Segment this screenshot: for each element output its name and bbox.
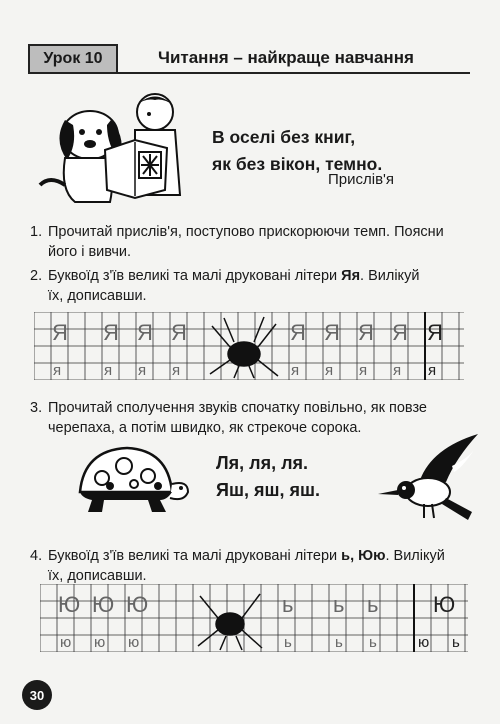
task-4: [30, 546, 475, 586]
grid1-lower-1: я: [53, 362, 62, 379]
grid2-soft-lower-2: ь: [335, 634, 343, 651]
proverb-source: Прислів'я: [328, 171, 395, 188]
task-2-line-1a: Буквоїд з'їв великі та малі друковані літери: [48, 268, 342, 284]
grid2-soft-lower-1: ь: [284, 634, 292, 651]
magpie-illustration: [372, 428, 482, 528]
task-3-line-2: черепаха, а потім швидко, як стрекоче сорока.: [48, 420, 362, 436]
page-number: 30: [22, 680, 52, 710]
lesson-badge: Урок 10: [28, 44, 118, 74]
grid2-lower-4: ю: [418, 634, 430, 651]
grid1-lower-8: я: [393, 362, 402, 379]
turtle-illustration: [72, 440, 190, 518]
task-1: [30, 222, 475, 262]
grid2-soft-upper-3: ь: [367, 592, 379, 617]
task-4-line-2: їх, дописавши.: [48, 568, 147, 584]
grid2-lower-1: ю: [60, 634, 72, 651]
syllables-line-1: Ля, ля, ля.: [216, 453, 309, 473]
grid1-lower-9: я: [428, 362, 437, 379]
grid1-upper-5: Я: [290, 320, 306, 345]
grid1-upper-7: Я: [358, 320, 374, 345]
grid2-lower-2: ю: [94, 634, 106, 651]
proverb-line-2: як без вікон, темно.: [212, 154, 383, 174]
grid1-upper-2: Я: [103, 320, 119, 345]
grid2-soft-upper-2: ь: [333, 592, 345, 617]
letter-grid-1[interactable]: [34, 312, 464, 380]
grid2-upper-3: Ю: [126, 592, 149, 617]
task-4-number: 4.: [30, 548, 43, 564]
task-3-line-1: Прочитай сполучення звуків спочатку повільно, як повзе: [48, 400, 427, 416]
grid1-lower-3: я: [138, 362, 147, 379]
lesson-title: Читання – найкраще навчання: [158, 48, 414, 67]
task-4-line-1b: . Вилікуй: [385, 548, 445, 564]
task-2-letters: Яя: [341, 268, 361, 284]
grid2-soft-lower-4: ь: [452, 634, 460, 651]
grid1-upper-1: Я: [52, 320, 68, 345]
task-1-line-2: його і вивчи.: [48, 244, 132, 260]
task-2: [30, 266, 475, 306]
grid1-upper-4: Я: [171, 320, 187, 345]
grid1-upper-9: Я: [427, 320, 443, 345]
task-1-number: 1.: [30, 224, 43, 240]
grid1-lower-4: я: [172, 362, 181, 379]
grid2-upper-4: Ю: [433, 592, 456, 617]
task-4-letters: ь, Юю: [341, 548, 386, 564]
grid2-soft-upper-1: ь: [282, 592, 294, 617]
proverb: [212, 124, 382, 178]
letter-grid-2[interactable]: [40, 584, 468, 652]
syllables: [216, 450, 320, 504]
grid1-upper-6: Я: [324, 320, 340, 345]
task-2-number: 2.: [30, 268, 43, 284]
title-rule: [118, 72, 470, 74]
bookworm-bug-icon: [198, 594, 262, 650]
grid1-upper-8: Я: [392, 320, 408, 345]
grid2-upper-2: Ю: [92, 592, 115, 617]
grid1-lower-7: я: [359, 362, 368, 379]
grid1-lower-2: я: [104, 362, 113, 379]
grid1-lower-6: я: [325, 362, 334, 379]
grid2-upper-1: Ю: [58, 592, 81, 617]
syllables-line-2: Яш, яш, яш.: [216, 480, 320, 500]
task-3-number: 3.: [30, 400, 43, 416]
task-4-line-1a: Буквоїд з'їв великі та малі друковані літери: [48, 548, 342, 564]
proverb-line-1: В оселі без книг,: [212, 127, 356, 147]
grid2-lower-3: ю: [128, 634, 140, 651]
grid1-upper-3: Я: [137, 320, 153, 345]
task-2-line-1b: . Вилікуй: [360, 268, 420, 284]
dog-boy-reading-illustration: [35, 90, 205, 210]
task-2-line-2: їх, дописавши.: [48, 288, 147, 304]
bookworm-bug-icon: [210, 317, 278, 378]
task-1-line-1: Прочитай прислів'я, поступово прискорюючи темп. Поясни: [48, 224, 444, 240]
grid1-lower-5: я: [291, 362, 300, 379]
grid2-soft-lower-3: ь: [369, 634, 377, 651]
